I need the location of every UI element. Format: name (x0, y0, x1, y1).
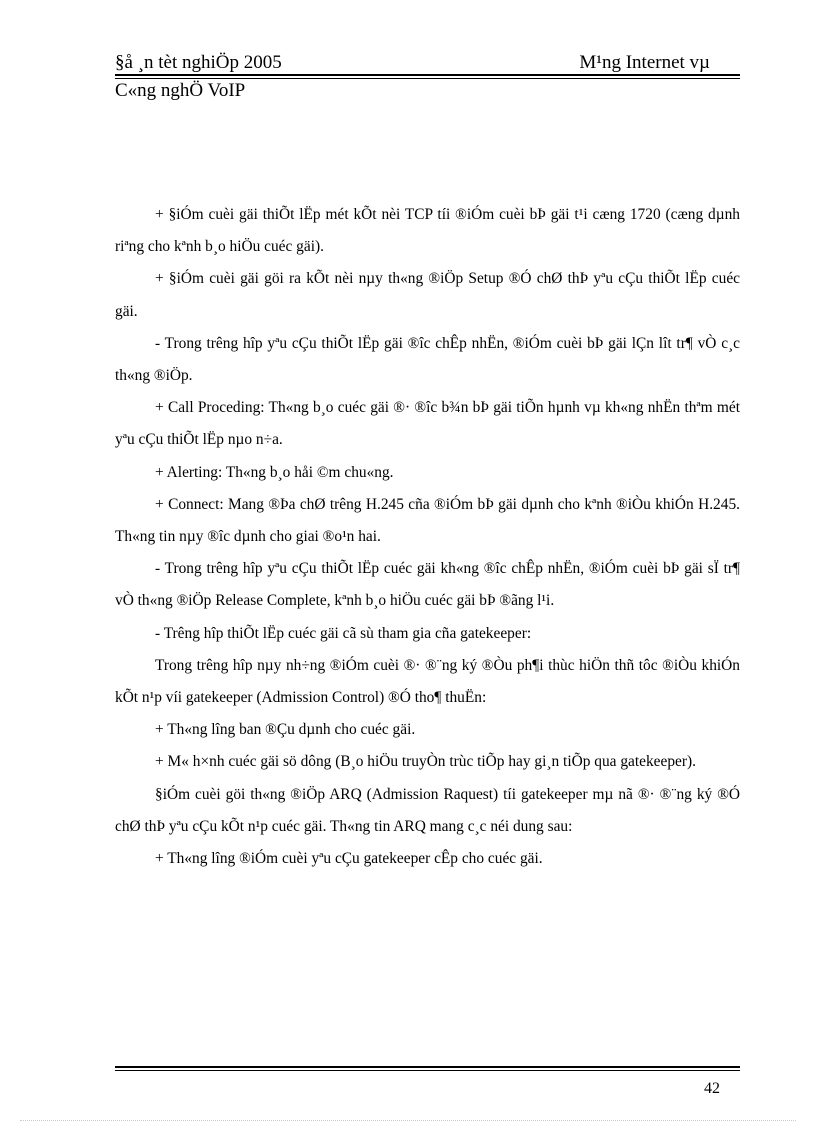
paragraph: - Trêng hîp thiÕt lËp cuéc gäi cã sù tham gia cña gatekeeper: (155, 624, 532, 642)
header-rule-thin (115, 78, 740, 79)
paragraph: + §iÓm cuèi gäi göi ra kÕt nèi nµy th«ng ®iÖp Setup ®Ó chØ thÞ yªu cÇu thiÕt lËp cuéc gäi. (115, 270, 740, 320)
paragraph: + M« h×nh cuéc gäi sö dông (B¸o hiÖu truyÒn trùc tiÕp hay gi¸n tiÕp qua gatekeeper). (155, 753, 696, 771)
paragraph: §iÓm cuèi göi th«ng ®iÖp ARQ (Admission Raquest) tíi gatekeeper mµ nã ®· ®¨ng ký ®Ó chØ thÞ yªu cÇu kÕt n¹p cuéc gäi. Th«ng tin ARQ mang c¸c néi dung sau: (115, 785, 740, 835)
page-edge-dotted-line (20, 1120, 796, 1121)
page-number: 42 (704, 1080, 720, 1097)
paragraph: + Th«ng lîng ban ®Çu dµnh cho cuéc gäi. (155, 721, 416, 739)
document-body (115, 199, 740, 875)
footer-rule-thin (115, 1070, 740, 1071)
footer-rule (115, 1066, 740, 1068)
paragraph: + Call Proceding: Th«ng b¸o cuéc gäi ®· ®îc b¾n bÞ gäi tiÕn hµnh vµ kh«ng nhËn thªm mét yªu cÇu thiÕt lËp nµo n÷a. (115, 399, 740, 449)
header-title-second-line: C«ng nghÖ VoIP (115, 80, 246, 101)
header-title-right: M¹ng Internet vµ (579, 52, 710, 73)
paragraph: - Trong trêng hîp yªu cÇu thiÕt lËp cuéc gäi kh«ng ®îc chÊp nhËn, ®iÓm cuèi bÞ gäi sÏ tr¶ vÒ th«ng ®iÖp Release Complete, kªnh b¸o hiÖu cuéc gäi bÞ ®ãng l¹i. (115, 560, 740, 610)
paragraph: - Trong trêng hîp yªu cÇu thiÕt lËp gäi ®îc chÊp nhËn, ®iÓm cuèi bÞ gäi lÇn lît tr¶ vÒ c¸c th«ng ®iÖp. (115, 334, 740, 385)
paragraph: + §iÓm cuèi gäi thiÕt lËp mét kÕt nèi TCP tíi ®iÓm cuèi bÞ gäi t¹i cæng 1720 (cæng dµnh riªng cho kªnh b¸o hiÖu cuéc gäi). (115, 206, 740, 256)
paragraph: + Th«ng lîng ®iÓm cuèi yªu cÇu gatekeeper cÊp cho cuéc gäi. (155, 850, 543, 868)
paragraph: + Alerting: Th«ng b¸o håi ©m chu«ng. (155, 463, 394, 481)
header-rule (115, 74, 740, 76)
header-title-left: §å ¸n tèt nghiÖp 2005 (115, 52, 282, 73)
paragraph: Trong trêng hîp nµy nh÷ng ®iÓm cuèi ®· ®¨ng ký ®Òu ph¶i thùc hiÖn thñ tôc ®iÒu khiÓn kÕt n¹p víi gatekeeper (Admission Control) ®Ó tho¶ thuËn: (115, 656, 740, 707)
paragraph: + Connect: Mang ®Þa chØ trêng H.245 cña ®iÓm bÞ gäi dµnh cho kªnh ®iÒu khiÓn H.245. Th«ng tin nµy ®îc dµnh cho giai ®o¹n hai. (115, 495, 740, 546)
